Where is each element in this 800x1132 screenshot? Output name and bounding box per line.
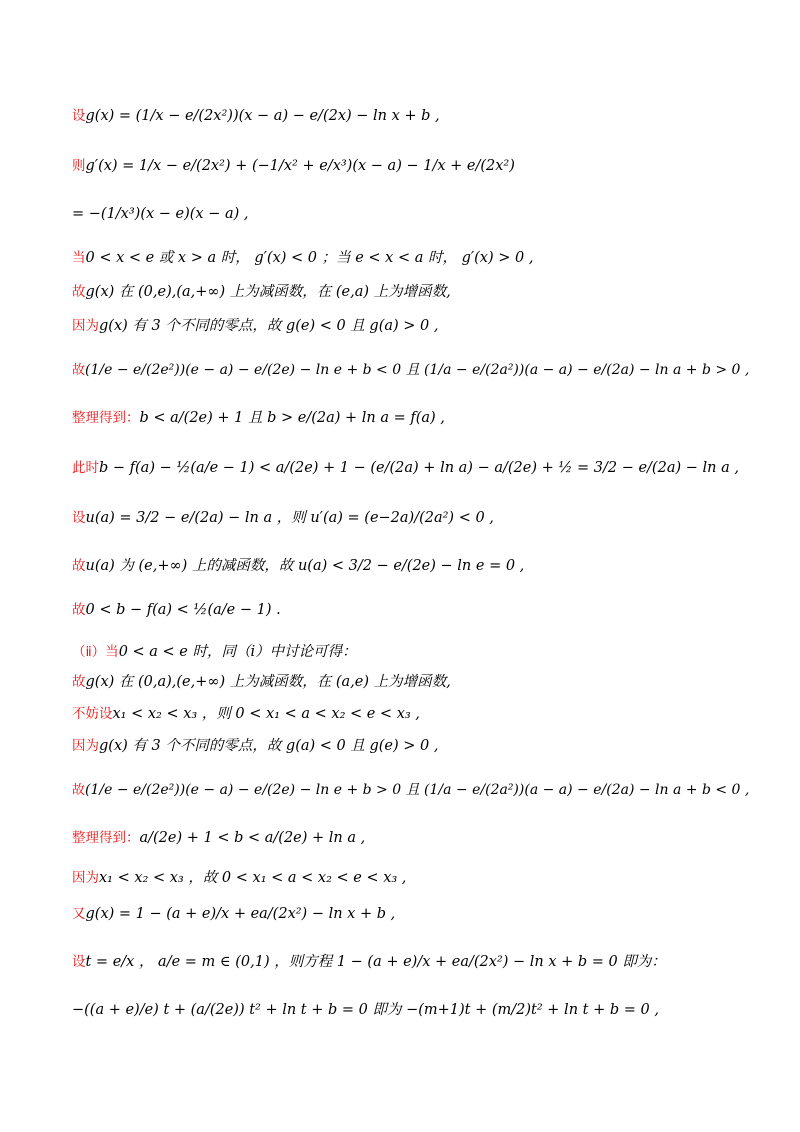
line-label: （ⅱ）当 bbox=[72, 644, 119, 660]
text-line bbox=[72, 248, 760, 268]
text-line bbox=[72, 780, 760, 801]
line-label: 因为 bbox=[72, 738, 99, 754]
text-line bbox=[72, 408, 760, 428]
math-expression: b − f(a) − ½(a/e − 1) < a/(2e) + 1 − (e/(2a) + ln a) − a/(2e) + ½ = 3/2 − e/(2a) − ln a , bbox=[99, 460, 739, 476]
text-line bbox=[72, 556, 760, 576]
line-label: 故 bbox=[72, 602, 86, 618]
line-label: 设 bbox=[72, 954, 86, 970]
text-line bbox=[72, 508, 760, 528]
math-expression: g′(x) = 1/x − e/(2x²) + (−1/x² + e/x³)(x − a) − 1/x + e/(2x²) bbox=[85, 158, 515, 174]
line-label: 故 bbox=[72, 363, 86, 378]
text-line bbox=[72, 704, 760, 724]
line-label: 又 bbox=[72, 906, 86, 922]
line-label: 故 bbox=[72, 674, 86, 690]
text-line bbox=[72, 868, 760, 888]
line-label: 故 bbox=[72, 783, 86, 798]
text-line bbox=[72, 106, 760, 126]
line-label: 当 bbox=[72, 250, 86, 266]
line-label: 设 bbox=[72, 510, 86, 526]
text-line bbox=[72, 316, 760, 336]
line-label: 不妨设 bbox=[72, 706, 113, 722]
text-line bbox=[72, 828, 760, 848]
text-line bbox=[72, 736, 760, 756]
math-expression: b < a/(2e) + 1 且 b > e/(2a) + ln a = f(a) , bbox=[139, 410, 445, 426]
math-expression: x₁ < x₂ < x₃ ，则 0 < x₁ < a < x₂ < e < x₃ , bbox=[112, 706, 420, 722]
text-line bbox=[72, 952, 760, 972]
math-expression: = −(1/x³)(x − e)(x − a) , bbox=[72, 206, 249, 222]
text-line bbox=[72, 156, 760, 176]
math-expression: g(x) = 1 − (a + e)/x + ea/(2x²) − ln x + b , bbox=[85, 906, 396, 922]
math-expression: g(x) 在 (0,a),(e,+∞) 上为减函数，在 (a,e) 上为增函数, bbox=[85, 674, 451, 690]
math-expression: −((a + e)/e) t + (a/(2e)) t² + ln t + b = 0 即为 −(m+1)t + (m/2)t² + ln t + b = 0 , bbox=[72, 1002, 659, 1018]
math-expression: t = e/x ， a/e = m ∈ (0,1) ，则方程 1 − (a + e)/x + ea/(2x²) − ln x + b = 0 即为： bbox=[85, 954, 666, 970]
text-line bbox=[72, 672, 760, 692]
math-expression: g(x) 有 3 个不同的零点，故 g(a) < 0 且 g(e) > 0 , bbox=[99, 738, 439, 754]
line-label: 整理得到： bbox=[72, 830, 140, 846]
text-line bbox=[72, 904, 760, 924]
text-line bbox=[72, 282, 760, 302]
text-line bbox=[72, 642, 760, 662]
math-expression: (1/e − e/(2e²))(e − a) − e/(2e) − ln e + b > 0 且 (1/a − e/(2a²))(a − a) − e/(2a) − ln a + b < 0 , bbox=[85, 782, 750, 798]
math-expression: 0 < b − f(a) < ½(a/e − 1) . bbox=[85, 602, 281, 618]
line-label: 故 bbox=[72, 558, 86, 574]
math-expression: g(x) 在 (0,e),(a,+∞) 上为减函数，在 (e,a) 上为增函数, bbox=[85, 284, 451, 300]
line-label: 因为 bbox=[72, 318, 99, 334]
text-line bbox=[72, 360, 760, 381]
line-label: 因为 bbox=[72, 870, 99, 886]
line-label: 故 bbox=[72, 284, 86, 300]
math-expression: u(a) = 3/2 − e/(2a) − ln a ，则 u′(a) = (e−2a)/(2a²) < 0 , bbox=[85, 510, 494, 526]
math-expression: g(x) = (1/x − e/(2x²))(x − a) − e/(2x) − ln x + b , bbox=[85, 108, 440, 124]
line-label: 此时 bbox=[72, 460, 99, 476]
math-expression: g(x) 有 3 个不同的零点，故 g(e) < 0 且 g(a) > 0 , bbox=[99, 318, 439, 334]
text-line bbox=[72, 600, 760, 620]
math-expression: x₁ < x₂ < x₃ ，故 0 < x₁ < a < x₂ < e < x₃ , bbox=[99, 870, 407, 886]
text-line bbox=[72, 1000, 760, 1020]
line-label: 整理得到： bbox=[72, 410, 140, 426]
math-expression: 0 < x < e 或 x > a 时， g′(x) < 0 ；当 e < x < a 时， g′(x) > 0 , bbox=[85, 250, 534, 266]
math-expression: a/(2e) + 1 < b < a/(2e) + ln a , bbox=[139, 830, 366, 846]
text-line bbox=[72, 204, 760, 224]
text-line bbox=[72, 458, 760, 478]
line-label: 设 bbox=[72, 108, 86, 124]
math-expression: u(a) 为 (e,+∞) 上的减函数，故 u(a) < 3/2 − e/(2e) − ln e = 0 , bbox=[85, 558, 525, 574]
math-expression: (1/e − e/(2e²))(e − a) − e/(2e) − ln e + b < 0 且 (1/a − e/(2a²))(a − a) − e/(2a) − ln a + b > 0 , bbox=[85, 362, 750, 378]
math-expression: 0 < a < e 时，同（ⅰ）中讨论可得： bbox=[118, 644, 357, 660]
line-label: 则 bbox=[72, 158, 86, 174]
